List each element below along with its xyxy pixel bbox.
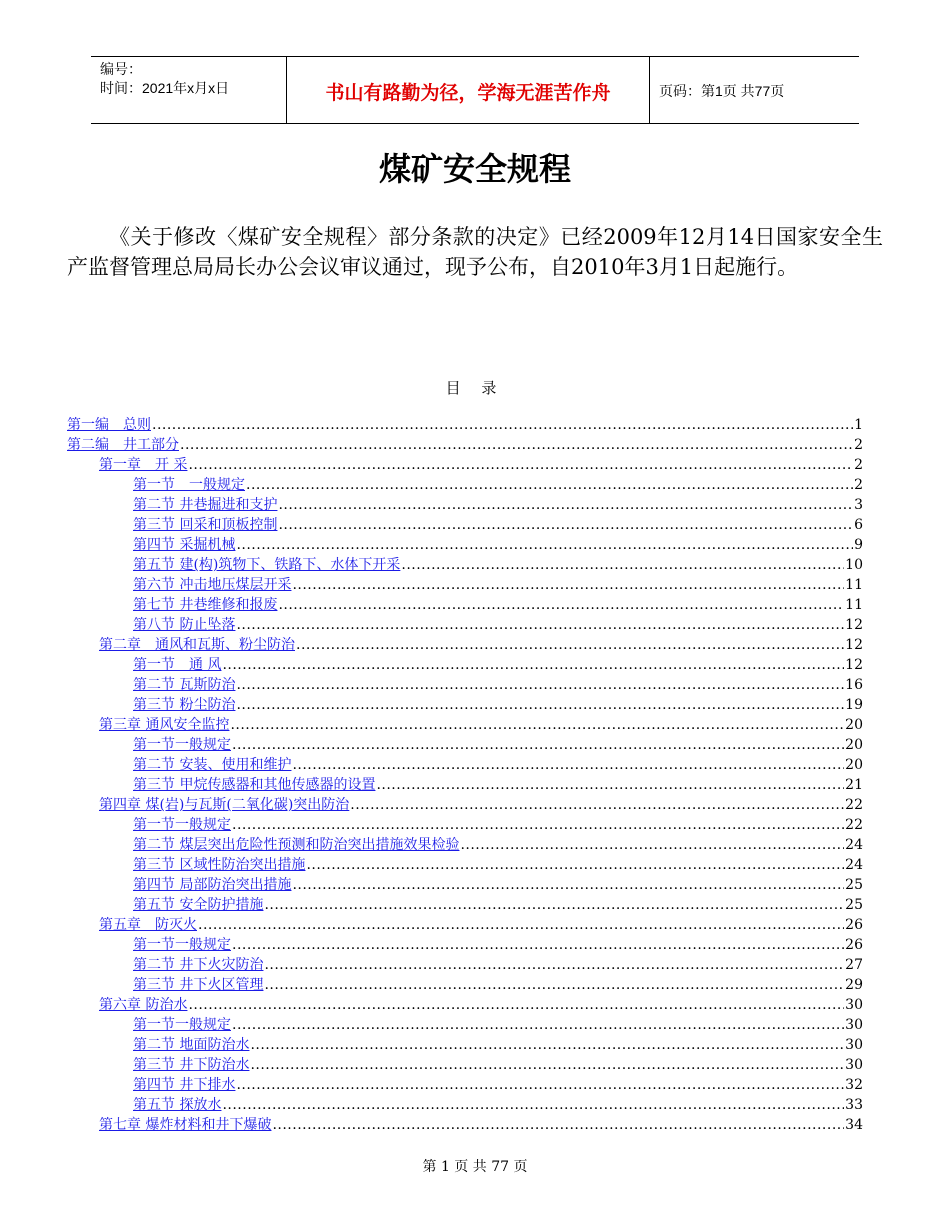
toc-page-number: 6 [854, 517, 863, 533]
toc-page-number: 24 [845, 857, 863, 873]
toc-entry [67, 755, 863, 775]
toc-entry-link[interactable]: 第二章 通风和瓦斯、粉尘防治 [99, 637, 295, 653]
toc-page-number: 20 [845, 737, 863, 753]
toc-page-number: 12 [845, 617, 863, 633]
toc-dot-leader [236, 695, 844, 715]
toc-page-number: 10 [845, 557, 863, 573]
toc-dot-leader [292, 575, 844, 595]
toc-page-number: 11 [845, 597, 863, 613]
toc-entry [67, 815, 863, 835]
toc-entry [67, 915, 863, 935]
time-label: 时间：2021年x月x日 [100, 80, 230, 96]
toc-page-number: 2 [854, 477, 863, 493]
toc-page-number: 2 [854, 457, 863, 473]
toc-dot-leader [232, 815, 844, 835]
toc-entry [67, 555, 863, 575]
toc-page-number: 26 [845, 917, 863, 933]
toc-entry [67, 695, 863, 715]
toc-entry [67, 795, 863, 815]
toc-dot-leader [236, 535, 853, 555]
toc-dot-leader [272, 1115, 844, 1135]
toc-page-number: 34 [845, 1117, 863, 1133]
toc-dot-leader [152, 415, 853, 435]
toc-entry-link[interactable]: 第三节 回采和顶板控制 [133, 517, 278, 533]
document-title: 煤矿安全规程 [378, 150, 571, 188]
toc-page-number: 22 [845, 817, 863, 833]
toc-page-number: 29 [845, 977, 863, 993]
toc-dot-leader [250, 1035, 844, 1055]
toc-entry [67, 1015, 863, 1035]
toc-entry [67, 955, 863, 975]
toc-entry [67, 535, 863, 555]
table-of-contents [67, 415, 863, 1135]
toc-entry [67, 675, 863, 695]
toc-dot-leader [278, 495, 853, 515]
toc-page-number: 19 [845, 697, 863, 713]
toc-heading: 目 录 [445, 379, 505, 397]
toc-dot-leader [278, 515, 853, 535]
toc-entry-link[interactable]: 第四节 局部防治突出措施 [133, 877, 292, 893]
toc-dot-leader [232, 935, 844, 955]
toc-entry [67, 775, 863, 795]
toc-entry-link[interactable]: 第四节 采掘机械 [133, 537, 236, 553]
toc-page-number: 30 [845, 997, 863, 1013]
toc-entry-link[interactable]: 第二节 安装、使用和维护 [133, 757, 292, 773]
toc-entry [67, 655, 863, 675]
toc-entry-link[interactable]: 第二节 瓦斯防治 [133, 677, 236, 693]
toc-dot-leader [401, 555, 844, 575]
toc-entry [67, 835, 863, 855]
toc-page-number: 3 [854, 497, 863, 513]
toc-dot-leader [460, 835, 844, 855]
toc-entry-link[interactable]: 第三节 甲烷传感器和其他传感器的设置 [133, 777, 376, 793]
toc-page-number: 32 [845, 1077, 863, 1093]
toc-page-number: 33 [845, 1097, 863, 1113]
toc-page-number: 30 [845, 1017, 863, 1033]
toc-page-number: 25 [845, 877, 863, 893]
toc-dot-leader [292, 875, 844, 895]
toc-entry-link[interactable]: 第五节 安全防护措施 [133, 897, 264, 913]
toc-entry-link[interactable]: 第一编 总则 [67, 417, 151, 433]
toc-entry-link[interactable]: 第三节 区域性防治突出措施 [133, 857, 306, 873]
toc-entry [67, 435, 863, 455]
toc-dot-leader [264, 975, 844, 995]
header-page-cell [649, 57, 859, 123]
toc-entry [67, 995, 863, 1015]
toc-dot-leader [222, 1095, 844, 1115]
toc-entry [67, 595, 863, 615]
toc-dot-leader [230, 715, 844, 735]
header-meta [91, 57, 286, 123]
document-header [91, 56, 859, 124]
toc-page-number: 11 [845, 577, 863, 593]
toc-page-number: 1 [854, 417, 863, 433]
toc-entry-link[interactable]: 第六节 冲击地压煤层开采 [133, 577, 292, 593]
toc-page-number: 12 [845, 657, 863, 673]
toc-page-number: 9 [854, 537, 863, 553]
toc-entry [67, 515, 863, 535]
toc-entry-link[interactable]: 第五节 建(构)筑物下、铁路下、水体下开采 [133, 557, 401, 573]
toc-entry-link[interactable]: 第一节一般规定 [133, 817, 231, 833]
toc-entry [67, 875, 863, 895]
toc-entry [67, 1115, 863, 1135]
toc-entry [67, 1035, 863, 1055]
toc-page-number: 26 [845, 937, 863, 953]
toc-entry [67, 575, 863, 595]
toc-dot-leader [306, 855, 844, 875]
toc-entry-link[interactable]: 第五章 防灭火 [99, 917, 197, 933]
toc-dot-leader [188, 995, 844, 1015]
toc-dot-leader [376, 775, 844, 795]
toc-dot-leader [264, 955, 844, 975]
toc-page-number: 2 [854, 437, 863, 453]
toc-dot-leader [188, 455, 853, 475]
toc-dot-leader [236, 1075, 844, 1095]
toc-page-number: 16 [845, 677, 863, 693]
toc-page-number: 20 [845, 757, 863, 773]
toc-dot-leader [222, 655, 844, 675]
toc-entry-link[interactable]: 第一节一般规定 [133, 1017, 231, 1033]
toc-entry-link[interactable]: 第一节 通 风 [133, 657, 222, 673]
toc-entry [67, 895, 863, 915]
number-label: 编号： [100, 61, 142, 77]
toc-entry [67, 975, 863, 995]
toc-dot-leader [246, 475, 853, 495]
toc-dot-leader [236, 675, 844, 695]
toc-entry [67, 1095, 863, 1115]
toc-entry [67, 495, 863, 515]
toc-dot-leader [232, 1015, 844, 1035]
toc-entry [67, 635, 863, 655]
toc-entry-link[interactable]: 第二节 地面防治水 [133, 1037, 250, 1053]
toc-entry [67, 415, 863, 435]
toc-entry-link[interactable]: 第八节 防止坠落 [133, 617, 236, 633]
header-motto: 书山有路勤为径，学海无涯苦作舟 [325, 82, 611, 104]
toc-dot-leader [250, 1055, 844, 1075]
toc-page-number: 24 [845, 837, 863, 853]
toc-entry-link[interactable]: 第五节 探放水 [133, 1097, 222, 1113]
toc-page-number: 30 [845, 1057, 863, 1073]
toc-entry-link[interactable]: 第七章 爆炸材料和井下爆破 [99, 1117, 272, 1133]
header-page-code: 页码：第1页 共77页 [659, 83, 785, 99]
toc-entry [67, 475, 863, 495]
toc-entry [67, 455, 863, 475]
toc-entry-link[interactable]: 第四节 井下排水 [133, 1077, 236, 1093]
toc-entry-link[interactable]: 第三节 井下火区管理 [133, 977, 264, 993]
toc-entry-link[interactable]: 第三节 粉尘防治 [133, 697, 236, 713]
toc-dot-leader [236, 615, 844, 635]
toc-entry-link[interactable]: 第一章 开 采 [99, 457, 188, 473]
toc-entry-link[interactable]: 第二节 井巷掘进和支护 [133, 497, 278, 513]
toc-dot-leader [292, 755, 844, 775]
toc-dot-leader [296, 635, 844, 655]
toc-dot-leader [232, 735, 844, 755]
toc-dot-leader [198, 915, 844, 935]
toc-entry [67, 855, 863, 875]
toc-page-number: 20 [845, 717, 863, 733]
toc-entry-link[interactable]: 第二编 井工部分 [67, 437, 179, 453]
toc-page-number: 22 [845, 797, 863, 813]
toc-entry-link[interactable]: 第二节 煤层突出危险性预测和防治突出措施效果检验 [133, 837, 460, 853]
toc-page-number: 30 [845, 1037, 863, 1053]
toc-entry-link[interactable]: 第一节一般规定 [133, 737, 231, 753]
toc-page-number: 25 [845, 897, 863, 913]
toc-page-number: 12 [845, 637, 863, 653]
toc-entry-link[interactable]: 第七节 井巷维修和报废 [133, 597, 278, 613]
page-footer: 第 1 页 共 77 页 [422, 1159, 528, 1175]
toc-page-number: 27 [845, 957, 863, 973]
toc-entry-link[interactable]: 第一节一般规定 [133, 937, 231, 953]
intro-paragraph: 《关于修改〈煤矿安全规程〉部分条款的决定》已经2009年12月14日国家安全生产监督管理总局局长办公会议审议通过，现予公布，自2010年3月1日起施行。 [67, 225, 883, 279]
toc-dot-leader [350, 795, 844, 815]
toc-entry [67, 1055, 863, 1075]
toc-entry [67, 715, 863, 735]
toc-dot-leader [264, 895, 844, 915]
toc-entry-link[interactable]: 第一节 一般规定 [133, 477, 245, 493]
toc-entry-link[interactable]: 第三章 通风安全监控 [99, 717, 230, 733]
toc-entry-link[interactable]: 第四章 煤(岩)与瓦斯(二氧化碳)突出防治 [99, 797, 350, 813]
toc-entry [67, 1075, 863, 1095]
toc-dot-leader [278, 595, 844, 615]
toc-entry-link[interactable]: 第三节 井下防治水 [133, 1057, 250, 1073]
toc-entry-link[interactable]: 第六章 防治水 [99, 997, 188, 1013]
toc-page-number: 21 [845, 777, 863, 793]
header-motto-cell [286, 57, 650, 123]
toc-entry-link[interactable]: 第二节 井下火灾防治 [133, 957, 264, 973]
toc-dot-leader [180, 435, 853, 455]
toc-entry [67, 735, 863, 755]
toc-entry [67, 615, 863, 635]
toc-entry [67, 935, 863, 955]
